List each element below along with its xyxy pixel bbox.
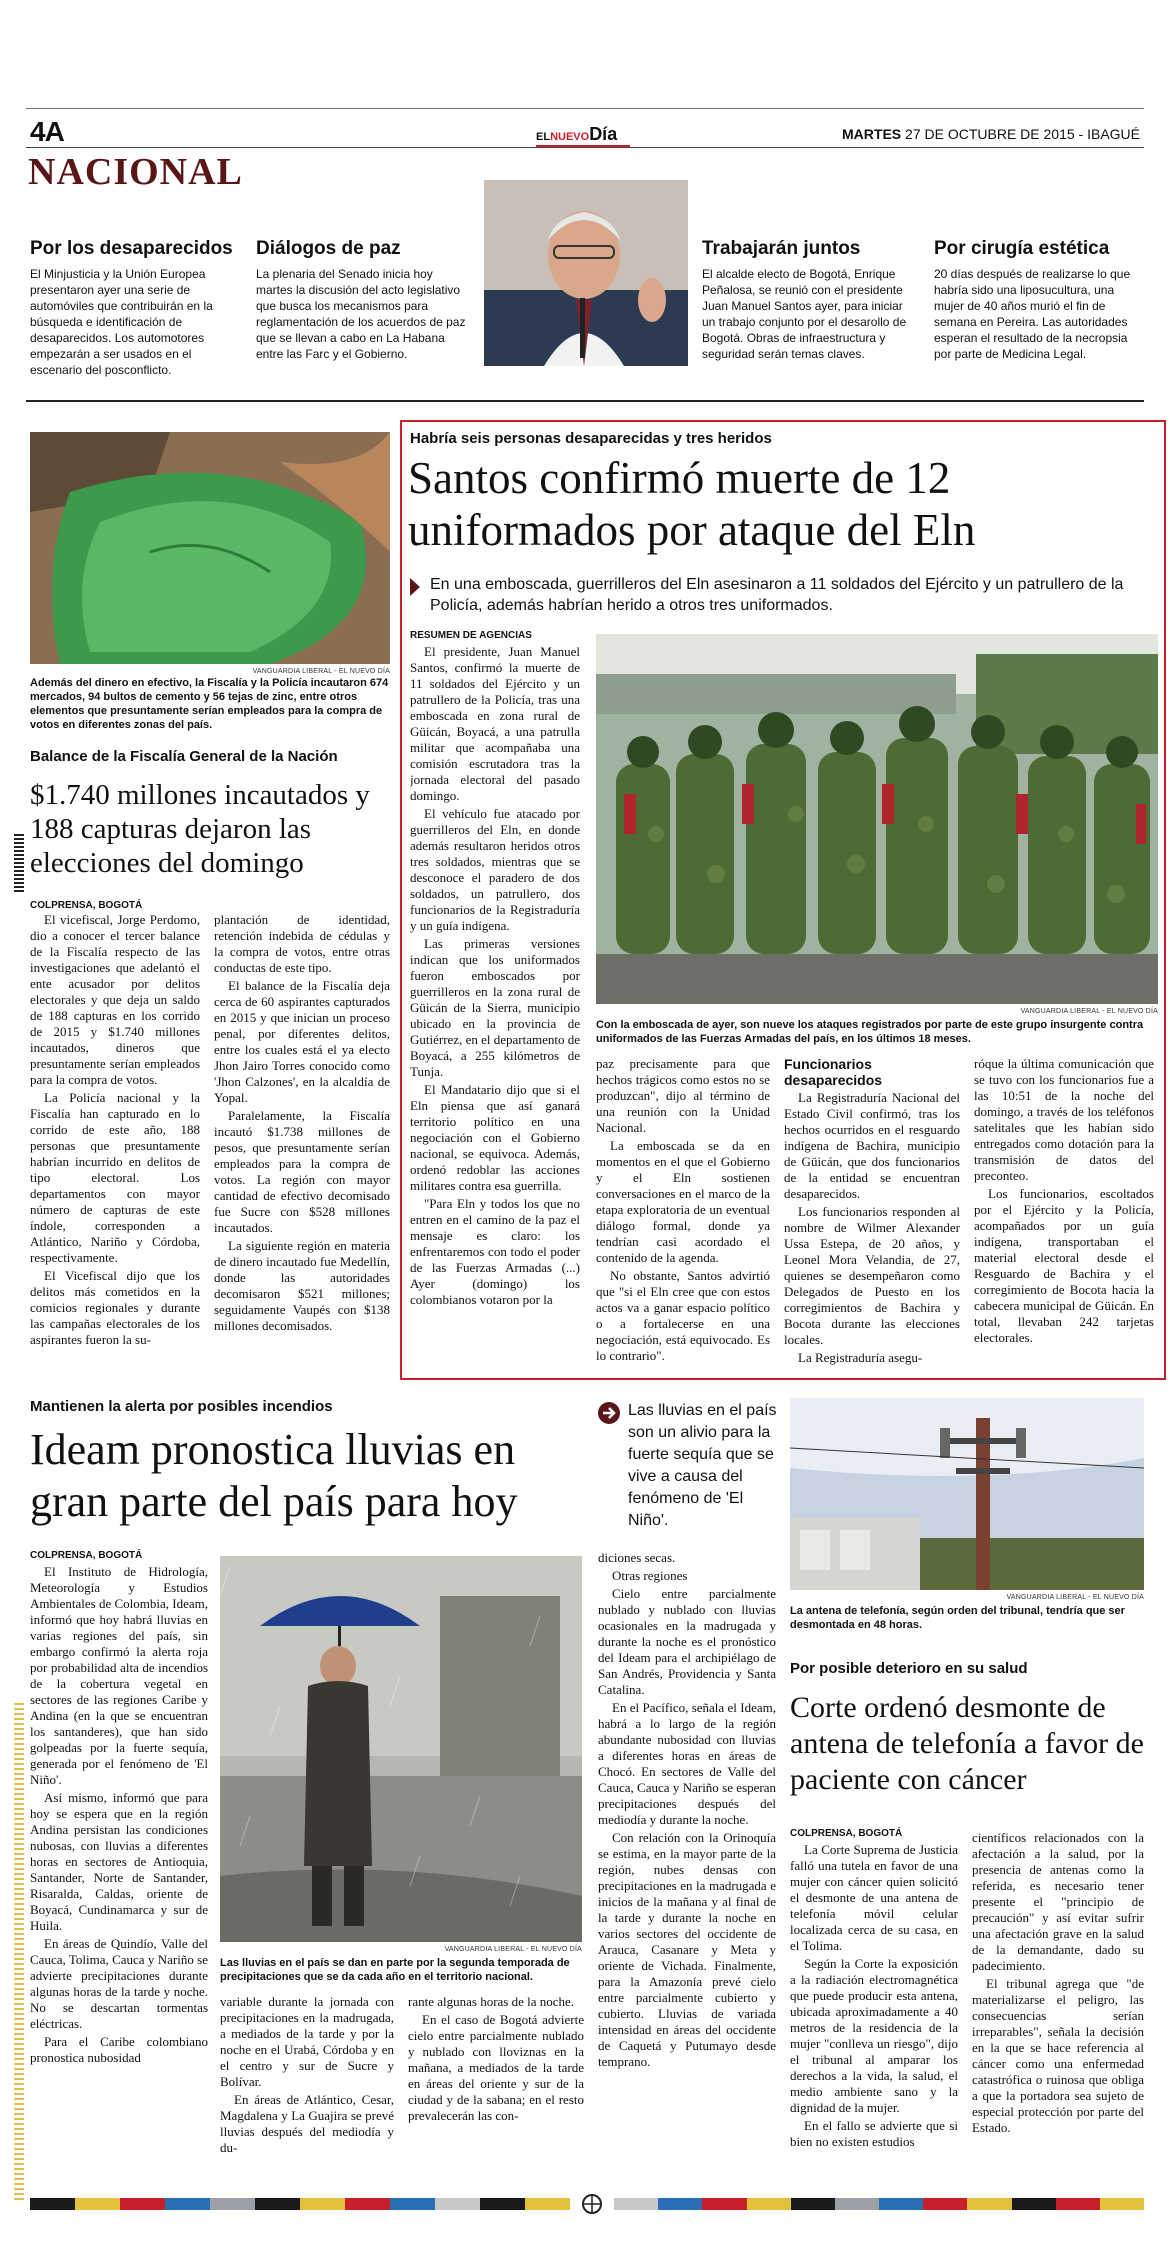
fiscalia-photo xyxy=(30,432,390,664)
eln-col-1: El presidente, Juan Manuel Santos, confirmó la muerte de 11 soldados del Ejército y un patrullero de la Policía, tras una emboscada en zona rural de Güicán, Boyacá, a una patrulla militar que acompañaba una comisión escrutadora tras la jornada electoral del pasado domingo. El vehículo fue atacado por guerrilleros del Eln, en donde además resultaron heridos otros tres soldados, mientras que se desconoce el paradero de dos soldados, un patrullero, dos funcionarios de la Registraduría y un guía indígena. Las primeras versiones indican que los uniformados fueron emboscados por guerrilleros en la zona rural de Güicán de la Sierra, municipio ubicado en la provincia de Gutiérrez, en el departamento de Boyacá, a 255 kilómetros de Tunja. El Mandatario dijo que si el Eln piensa que así ganará territorio político en una negociación con el Gobierno nacional, se equivoca. Además, ordenó redoblar las acciones militares contra esa guerrilla. "Para Eln y todos los que no entren en el camino de la paz el mensaje es claro: los enfrentaremos con todo el poder de las Fuerzas Armadas (...) Ayer (domingo) los colombianos votaron por la xyxy=(410,644,580,1307)
eln-col-4: róque la última comunicación que se tuvo con los funcionarios fue a las 10:51 de la noche del domingo, a través de los teléfonos satelitales que les habían sido entregados como dotación para la transmisión de datos del preconteo. Los funcionarios, escoltados por el Ejército y la Policía, acompañados por un guía indígena, transportaban el material electoral desde el Resguardo de Bachira y el corregimiento de Bocota hacia la cabecera municipal de Güicán. En total, llevaban 242 tarjetas electorales. xyxy=(974,1056,1154,1345)
portrait-illustration xyxy=(484,180,688,366)
penalosa-photo xyxy=(484,180,688,366)
fiscalia-col-1: El vicefiscal, Jorge Perdomo, dio a conocer el tercer balance de la Fiscalía respecto de las investigaciones que adelantó el ente acusador por delitos electorales y que deja un saldo de 188 capturas en los corrido de 2015 y $1.740 millones incautados, dineros que presuntamente serían empleados para la compra de votos. La Policía nacional y la Fiscalía han capturado en lo corrido de este año, 188 personas que presuntamente habrían incurrido en delitos de tipo electoral. Los departamentos con mayor número de capturas de este índole, corresponden a Atlántico, Nariño y Córdoba, respectivamente. El Vicefiscal dijo que los delitos más cometidos en la comicios regionales y durante las campañas electorales de los aspirantes fueron la su- xyxy=(30,912,200,1347)
registration-mark-icon xyxy=(582,2194,602,2214)
ideam-col-1: El Instituto de Hidrología, Meteorología y Estudios Ambientales de Colombia, Ideam, informó que hoy habrá lluvias en varias regiones del país, sin embargo confirmó la alerta roja por probabilidad alta de incendios de la cobertura vegetal en sectores de las regiones Caribe y Andina (en la que se encuentran los santanderes), que han sido golpeadas por la fuerte sequía, generada por el fenómeno de 'El Niño'. Así mismo, informó que para hoy se espera que en la región Andina persistan las condiciones nubosas, con lluvias a diferentes horas en sectores de Antioquia, Santander, Norte de Santander, Risaralda, Caldas, oriente de Boyacá, Cundinamarca y sur de Huila. En áreas de Quindío, Valle del Cauca, Tolima, Cauca y Nariño se advierte precipitaciones durante algunas horas de la tarde y noche. No se descartan tormentas eléctricas. Para el Caribe colombiano pronostica nubosidad xyxy=(30,1564,208,2065)
masthead-rule xyxy=(26,147,1144,148)
brief-desaparecidos xyxy=(30,238,242,378)
photo-credit: VANGUARDIA LIBERAL - EL NUEVO DÍA xyxy=(1020,1008,1158,1015)
photo-caption: Con la emboscada de ayer, son nueve los ataques registrados por parte de este grupo insurgente contra uniformados de las Fuerzas Armadas del país, en los últimos 18 meses. xyxy=(596,1019,1144,1045)
brief-dialogos xyxy=(256,238,468,362)
article-kicker: Mantienen la alerta por posibles incendios xyxy=(30,1398,333,1415)
brief-text: 20 días después de realizarse lo que habría sido una liposucultura, una mujer de 40 años murió el fin de semana en Pereira. Las autoridades esperan el resultado de la necropsia por parte de Medicina Legal. xyxy=(934,267,1131,361)
subheading: Funcionarios desaparecidos xyxy=(784,1056,883,1088)
subheading: Otras regiones xyxy=(612,1568,688,1583)
guerrilla-illustration xyxy=(596,634,1158,1004)
article-byline: RESUMEN DE AGENCIAS xyxy=(410,630,532,641)
photo-credit: VANGUARDIA LIBERAL - EL NUEVO DÍA xyxy=(252,668,390,675)
brief-title: Trabajarán juntos xyxy=(702,238,861,259)
brief-title: Por cirugía estética xyxy=(934,238,1110,259)
section-title: NACIONAL xyxy=(28,151,243,193)
antena-photo xyxy=(790,1398,1144,1590)
masthead-date: MARTES 27 DE OCTUBRE DE 2015 - IBAGUÉ xyxy=(842,126,1140,142)
photo-credit: VANGUARDIA LIBERAL - EL NUEVO DÍA xyxy=(444,1946,582,1953)
brief-text: El alcalde electo de Bogotá, Enrique Peñalosa, se reunió con el presidente Juan Manuel Santos ayer, para iniciar un trabajo conjunto por el desarollo de Bogotá. Obras de infraestructura y seguridad serán temas claves. xyxy=(702,267,907,361)
article-headline: Ideam pronostica lluvias en gran parte del país para hoy xyxy=(30,1425,518,1526)
article-kicker: Balance de la Fiscalía General de la Nación xyxy=(30,748,338,765)
briefs-rule xyxy=(26,400,1144,402)
brief-text: La plenaria del Senado inicia hoy martes la discusión del acto legislativo que busca los mecanismos para reglamentación de los acuerdos de paz que se llevan a cabo en La Habana entre las Farc y el Gobierno. xyxy=(256,267,466,361)
article-headline: Santos confirmó muerte de 12 uniformados por ataque del Eln xyxy=(408,453,976,555)
article-kicker: Habría seis personas desaparecidas y tres heridos xyxy=(410,430,772,447)
eln-col-3: Funcionarios desaparecidos La Registraduría Nacional del Estado Civil confirmó, tras los hechos ocurridos en el resguardo indígena de Bachira, municipio de Güicán, que dos funcionarios de la entidad se encuentran desaparecidos. Los funcionarios responden al nombre de Wilmer Alexander Ussa Estepa, de 20 años, y Leonel Mora Velandia, de 27, quienes se desempeñaron como Delegados de Puesto en los corregimientos de Bachira y Bocota durante las elecciones locales. La Registraduría asegu- xyxy=(784,1056,960,1365)
rain-illustration xyxy=(220,1556,582,1942)
photo-caption: Además del dinero en efectivo, la Fiscalía y la Policía incautaron 674 mercados, 94 bultos de cemento y 56 tejas de zinc, entre otros elementos que presuntamente serían empleados para la compra de votos en diferentes zonas del país. xyxy=(30,677,389,731)
photo-credit: VANGUARDIA LIBERAL - EL NUEVO DÍA xyxy=(1006,1594,1144,1601)
article-byline: COLPRENSA, BOGOTÁ xyxy=(790,1828,903,1839)
article-kicker: Por posible deterioro en su salud xyxy=(790,1660,1028,1677)
ideam-col-3: rante algunas horas de la noche. En el caso de Bogotá advierte cielo entre parcialmente nublado y nublado con lloviznas en la mañana, a mediados de la tarde en áreas del oriente y sur de la ciudad y de la sabana; en el resto prevalecerán las con- xyxy=(408,1994,584,2123)
brief-title: Por los desaparecidos xyxy=(30,238,233,259)
antena-col-1: La Corte Suprema de Justicia falló una tutela en favor de una mujer con cáncer quien solicitó el desmonte de una antena de telefonía móvil celular localizada cerca de su casa, en el Tolima. Según la Corte la exposición a la radiación electromagnética que puede producir esta antena, ubicada aproximadamente a 40 metros de la residencia de la mujer "conlleva un riesgo", dijo el tribunal al amparar los derechos a la vida, la salud, el medio ambiente sano y la dignidad de la mujer. En el fallo se advierte que si bien no existen estudios xyxy=(790,1842,958,2149)
binding-mark xyxy=(14,832,24,892)
eln-photo xyxy=(596,634,1158,1004)
bags-illustration xyxy=(30,432,390,664)
eln-col-2: paz precisamente para que hechos trágicos como estos no se produzcan", dijo al término de una reunión con la Unidad Nacional. La emboscada se da en momentos en el que el Gobierno y el Eln sostienen conversaciones en el marco de la etapa exploratoria de un eventual diálogo formal, donde ya tendrían casi acordado el contenido de la agenda. No obstante, Santos advirtió que "si el Eln cree que con estos actos va a ganar espacio político o a fortalecerse en una negociación, está equivocado. Es lo contrario". xyxy=(596,1056,770,1363)
photo-caption: Las lluvias en el país se dan en parte por la segunda temporada de precipitaciones que se da cada año en el territorio nacional. xyxy=(220,1957,570,1983)
color-registration-bar-right xyxy=(614,2198,1144,2210)
brief-title: Diálogos de paz xyxy=(256,238,401,259)
brief-cirugia xyxy=(934,238,1142,362)
page-number: 4A xyxy=(30,116,64,147)
pullquote: Las lluvias en el país son un alivio para la fuerte sequía que se vive a causa del fenómeno de 'El Niño'. xyxy=(628,1402,777,1529)
article-lead: En una emboscada, guerrilleros del Eln asesinaron a 11 soldados del Ejército y un patrullero de la Policía, además habrían herido a otros tres uniformados. xyxy=(430,576,1124,614)
brief-trabajaran xyxy=(702,238,916,362)
ideam-col-2: variable durante la jornada con precipitaciones en la madrugada, a mediados de la tarde y por la noche en el Urabá, Córdoba y en el centro y sur de Sucre y Bolívar. En áreas de Atlántico, Cesar, Magdalena y La Guajira se prevé lluvias después del mediodía y du- xyxy=(220,1994,394,2155)
binding-mark xyxy=(14,1700,24,2200)
article-headline: Corte ordenó desmonte de antena de telefonía a favor de paciente con cáncer xyxy=(790,1691,1144,1796)
pullquote-arrow-icon xyxy=(598,1402,620,1424)
brief-text: El Minjusticia y la Unión Europea presentaron ayer una serie de automóviles que contribuirán en la búsqueda e identificación de desaparecidos. Los automotores empezarán a ser usados en el escenario del posconflicto. xyxy=(30,267,213,377)
article-byline: COLPRENSA, BOGOTÁ xyxy=(30,1550,143,1561)
color-registration-bar-left xyxy=(30,2198,570,2210)
ideam-photo xyxy=(220,1556,582,1942)
fiscalia-col-2: plantación de identidad, retención indebida de cédulas y la compra de votos, entre otras conductas de este tipo. El balance de la Fiscalía deja cerca de 60 aspirantes capturados en 2015 y que inician un proceso penal, por diferentes delitos, entre los cuales está el ya electo Jhon Jairo Torres conocido como 'Jhon Calzones', en la alcaldía de Yopal. Paralelamente, la Fiscalía incautó $1.738 millones de pesos, que presuntamente serían empleados para la compra de votos. La región con mayor cantidad de efectivo decomisado fue Sucre con $528 millones incautados. La siguiente región en materia de dinero incautado fue Medellín, donde las autoridades decomisaron $521 millones; seguidamente Vaupés con $138 millones decomisados. xyxy=(214,912,390,1333)
article-headline: $1.740 millones incautados y 188 capturas dejaron las elecciones del domingo xyxy=(30,779,370,879)
masthead-logo: ELNUEVODía xyxy=(536,124,630,147)
antena-col-2: científicos relacionados con la afectación a la salud, por la presencia de antenas como la referida, es necesario tener presente el "principio de precaución" y así evitar sufrir una afectación grave en la salud de la demandante, dado su padecimiento. El tribunal agrega que "de materializarse el peligro, las consecuencias serían irreparables", señala la decisión en la que se hace referencia al cáncer como una enfermedad catastrófica o ruinosa que obliga a que la portadora sea sujeto de especial protección por parte del Estado. xyxy=(972,1830,1144,2135)
article-byline: COLPRENSA, BOGOTÁ xyxy=(30,900,143,911)
photo-caption: La antena de telefonía, según orden del tribunal, tendría que ser desmontada en 48 horas. xyxy=(790,1605,1125,1631)
ideam-col-4: diciones secas. Otras regiones Cielo entre parcialmente nublado y nublado con lluvias ocasionales en la madrugada y durante la noche es el pronóstico del Ideam para el archipiélago de San Andrés, Providencia y Santa Catalina. En el Pacífico, señala el Ideam, habrá a lo largo de la región abundante nubosidad con lluvias a diferentes horas en áreas de Chocó. En sectores de Valle del Cauca, Cauca y Nariño se esperan precipitaciones después del mediodía y durante la noche. Con relación con la Orinoquía se estima, en la mayor parte de la región, nubes densas con precipitaciones en la madrugada e inicios de la mañana y al final de la tarde y durante la noche en varios sectores del occidente de Arauca, Casanare y Meta y oriente de Vichada. Finalmente, para la Amazonía prevé cielo entre parcialmente cubierto y cubierto. Lluvias de variada intensidad en áreas del occidente de Caquetá y Putumayo desde temprano. xyxy=(598,1550,776,2069)
top-rule xyxy=(26,108,1144,109)
antenna-illustration xyxy=(790,1398,1144,1590)
